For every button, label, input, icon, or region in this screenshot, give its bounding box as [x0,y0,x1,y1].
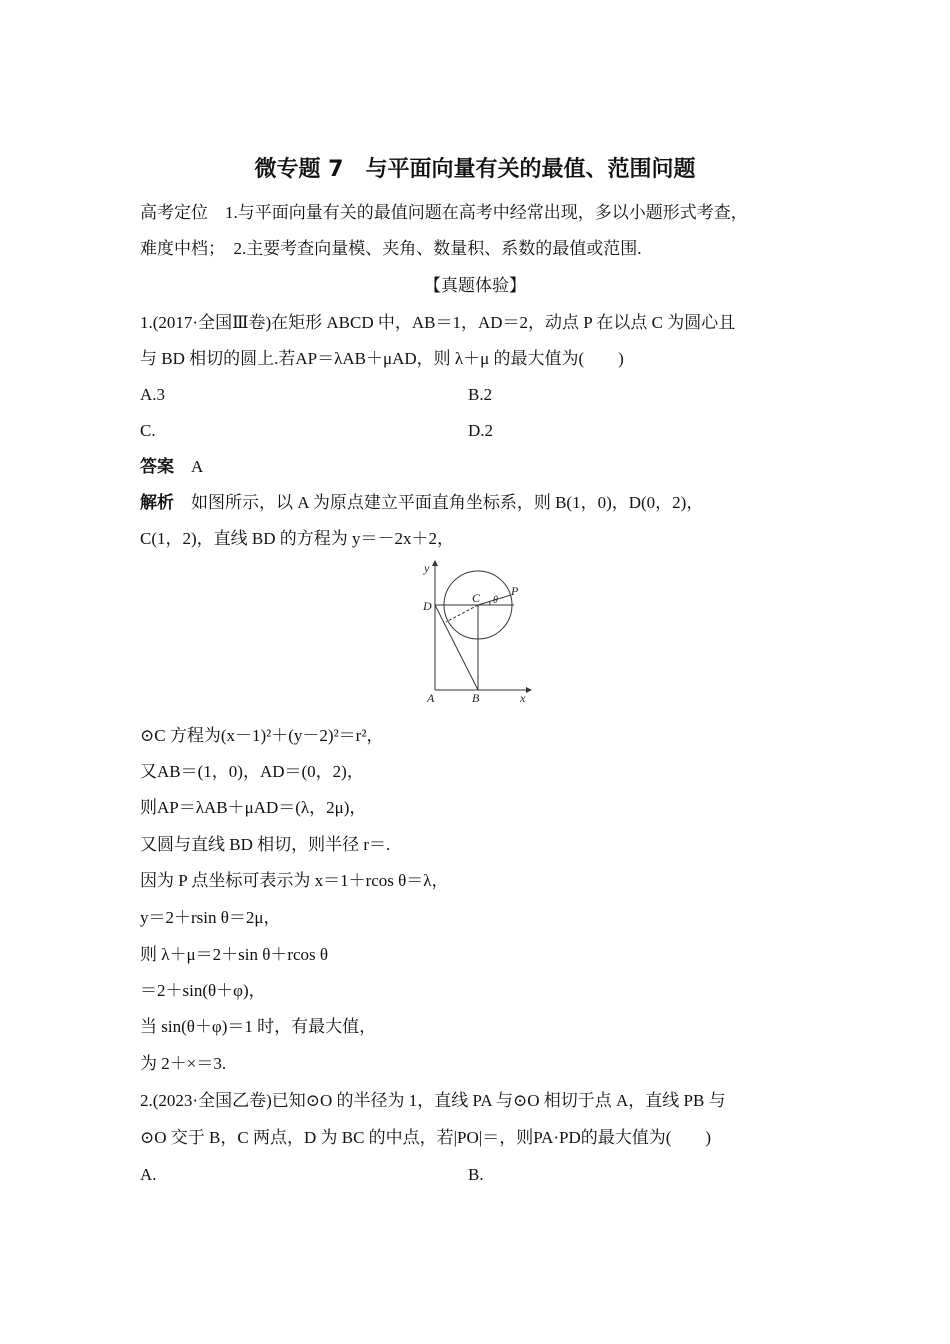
label-p: P [511,584,519,598]
answer-label: 答案 [140,457,174,477]
analysis-text-1: 如图所示，以 A 为原点建立平面直角坐标系，则 B(1，0)，D(0，2)， [191,493,704,512]
solution-line-6: y＝2＋rsin θ＝2μ， [140,908,281,927]
intro-line-2: 难度中档； 2.主要考查向量模、夹角、数量积、系数的最值或范围. [140,239,642,258]
question-1-option-a: A.3 [140,385,166,404]
question-1-option-b: B.2 [468,385,493,404]
coordinate-figure [418,560,538,708]
label-theta: θ [493,595,498,606]
solution-line-9: 当 sin(θ＋φ)＝1 时，有最大值， [140,1017,377,1036]
question-2-line-2: ⊙O 交于 B，C 两点，D 为 BC 的中点，若|PO|＝，则PA·PD的最大值为( ) [140,1128,712,1147]
page-title: 微专题 7 与平面向量有关的最值、范围问题 [254,157,696,182]
label-c: C [472,591,481,605]
label-x: x [520,691,526,705]
label-d: D [423,599,432,613]
y-axis-arrow [432,560,438,566]
question-1-option-d: D.2 [468,421,494,440]
solution-line-7: 则 λ＋μ＝2＋sin θ＋rcos θ [140,945,329,964]
label-b: B [472,691,480,705]
question-1-line-2: 与 BD 相切的圆上.若AP＝λAB＋μAD，则 λ＋μ 的最大值为( ) [140,349,624,368]
solution-line-8: ＝2＋sin(θ＋φ)， [140,981,266,1000]
section-heading: 【真题体验】 [424,276,526,295]
label-a: A [427,691,435,705]
solution-line-10: 为 2＋×＝3. [140,1054,227,1073]
question-2-option-a: A. [140,1165,157,1184]
theta-arc [490,602,491,606]
answer-line [140,456,203,478]
solution-line-4: 又圆与直线 BD 相切，则半径 r＝. [140,835,391,854]
solution-line-1: ⊙C 方程为(x－1)²＋(y－2)²＝r²， [140,726,384,745]
answer-value: A [191,457,204,476]
question-2-line-1: 2.(2023·全国乙卷)已知⊙O 的半径为 1，直线 PA 与⊙O 相切于点 A，直线 PB 与 [140,1091,726,1110]
analysis-line-1 [140,492,703,514]
label-y: y [424,561,430,575]
analysis-label: 解析 [140,493,174,513]
solution-line-3: 则AP＝λAB＋μAD＝(λ，2μ)， [140,798,367,817]
solution-line-2: 又AB＝(1，0)，AD＝(0，2)， [140,762,364,781]
question-2-option-b: B. [468,1165,484,1184]
analysis-line-2: C(1，2)，直线 BD 的方程为 y＝－2x＋2， [140,529,455,548]
solution-line-5: 因为 P 点坐标可表示为 x＝1＋rcos θ＝λ， [140,871,449,890]
question-1-line-1: 1.(2017·全国Ⅲ卷)在矩形 ABCD 中，AB＝1，AD＝2，动点 P 在以点 C 为圆心且 [140,313,736,332]
intro-line-1: 高考定位 1.与平面向量有关的最值问题在高考中经常出现，多以小题形式考查， [140,203,748,222]
line-bd [435,605,478,690]
x-axis-arrow [526,687,532,693]
radius-dashed [446,605,478,622]
question-1-option-c: C. [140,421,156,440]
